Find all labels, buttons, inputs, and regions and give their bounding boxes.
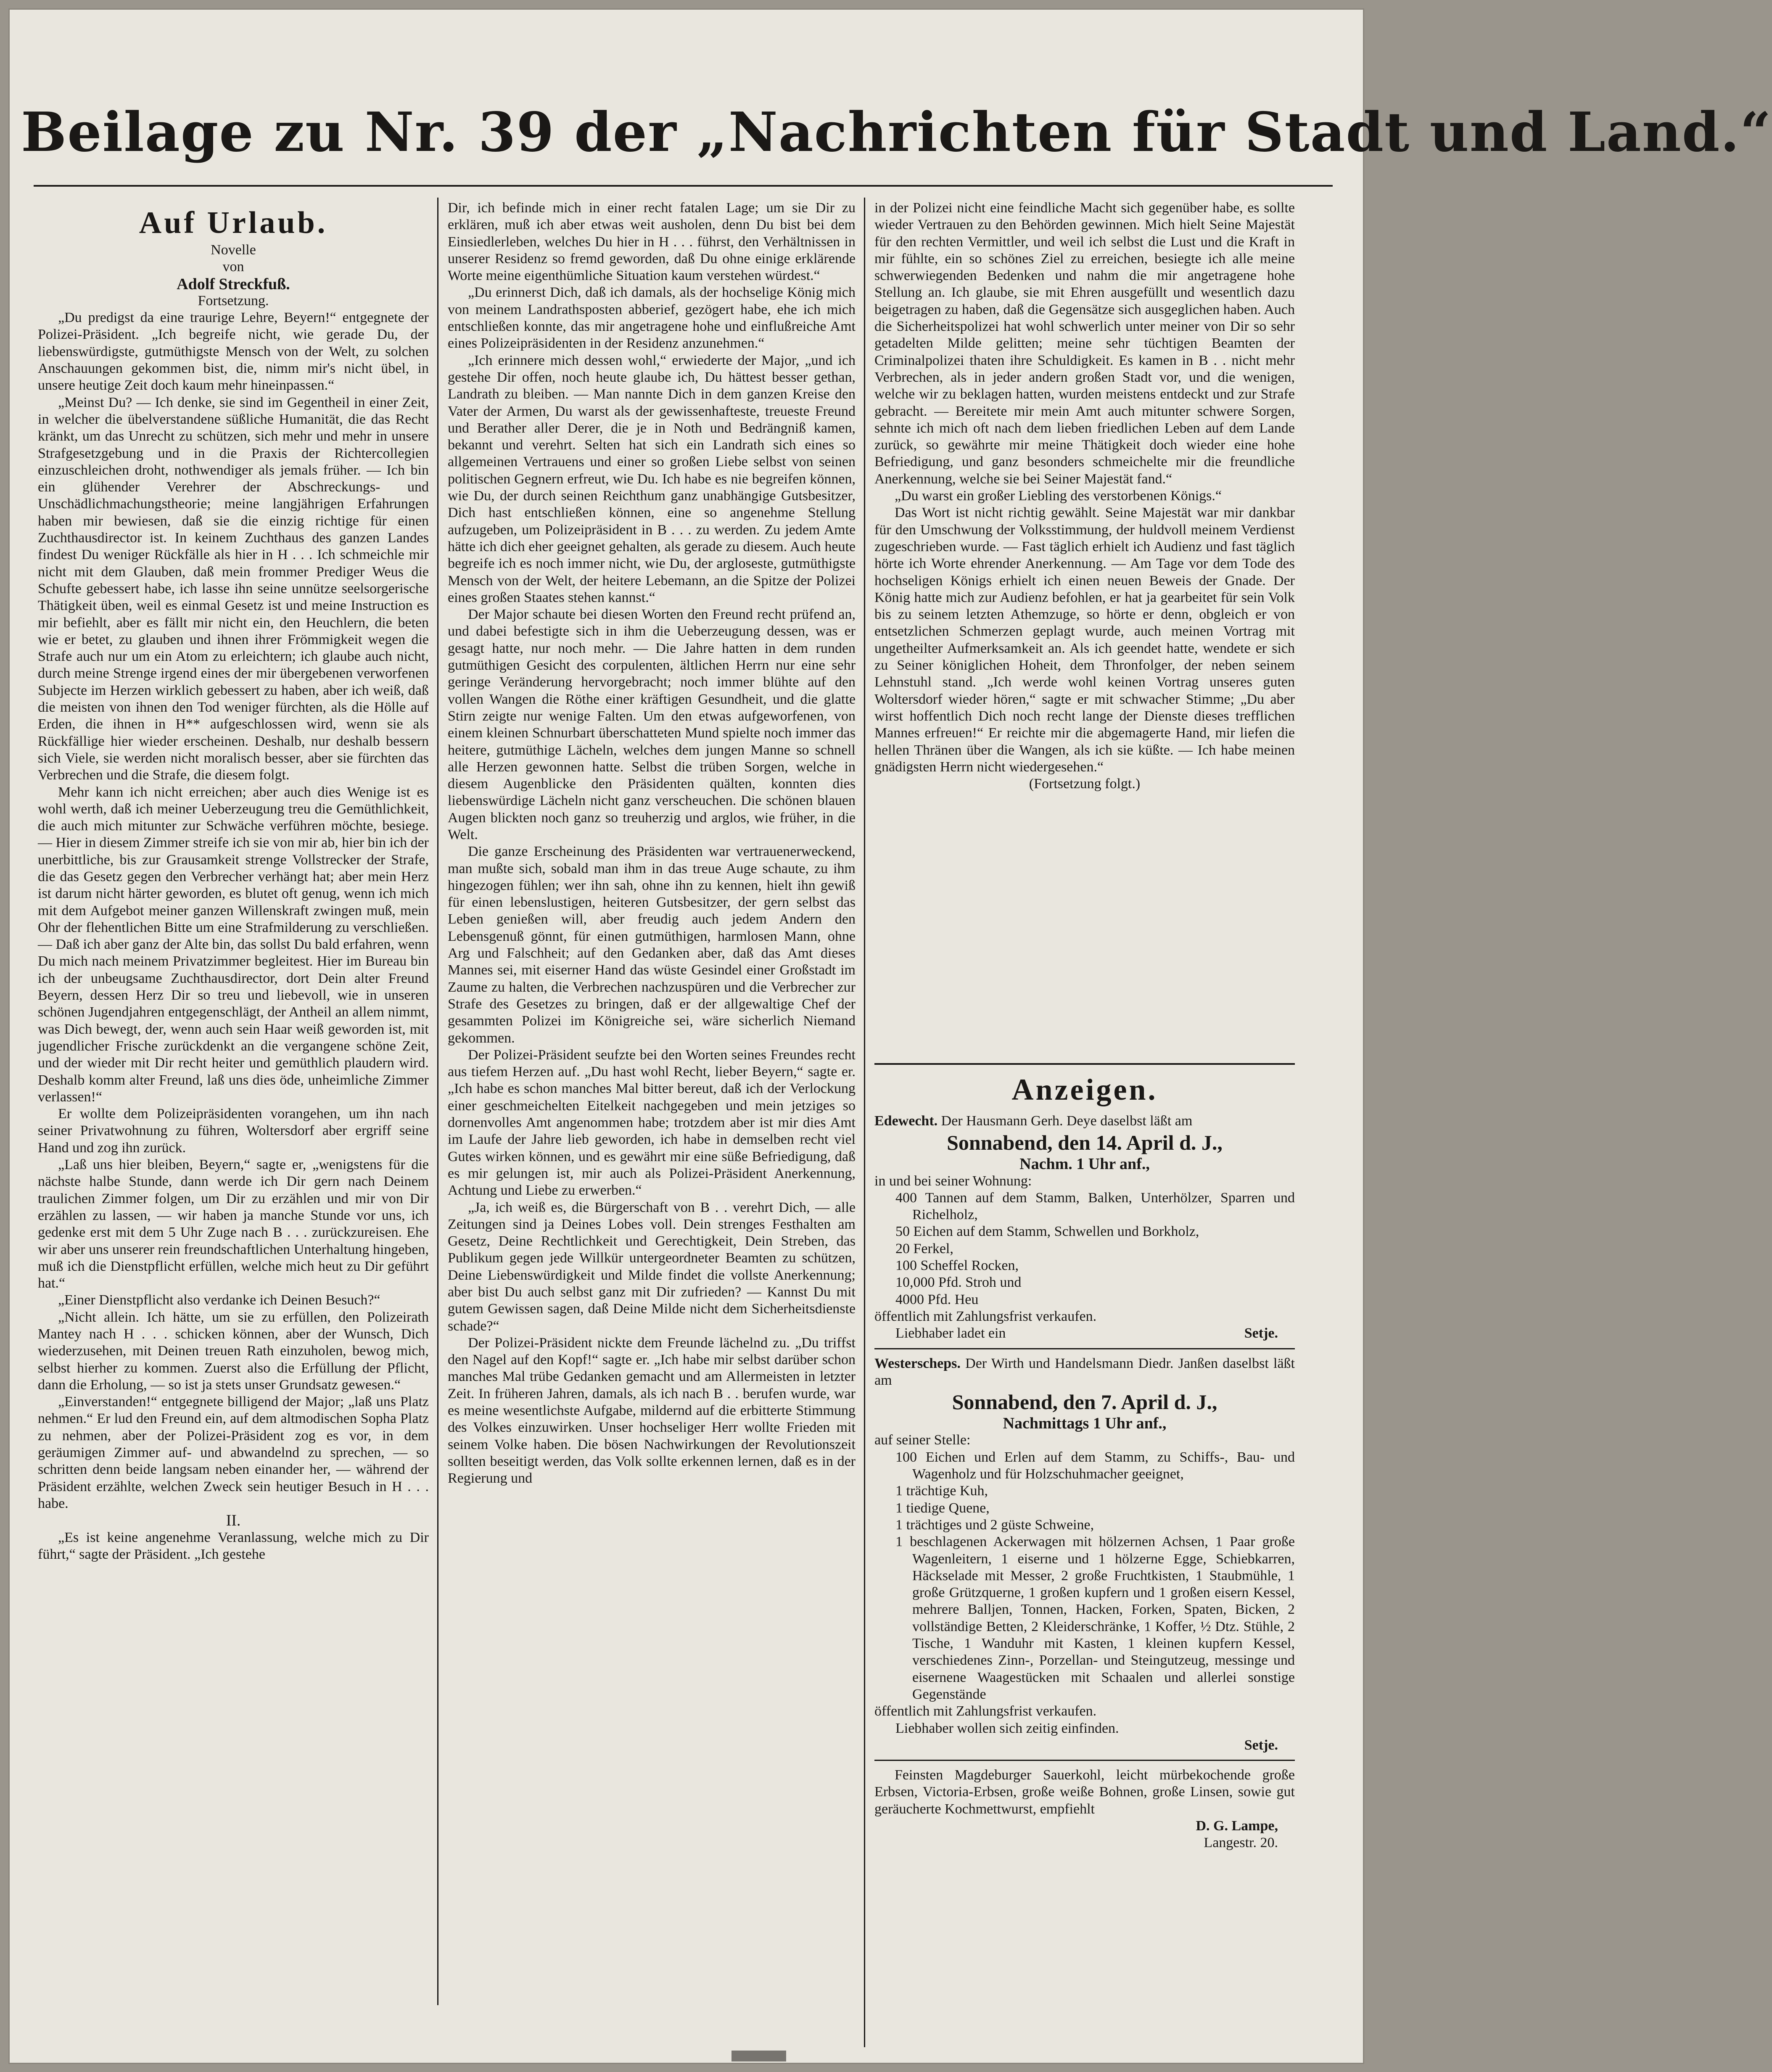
ad-item: 1 beschlagenen Ackerwagen mit hölzernen Achsen, 1 Paar große Wagenleitern, 1 eiserne und 1 hölzerne Egge, Schiebkarren, Häckselade mit Messer, 2 große Fruchtkisten, 1 Staubmühle, 1 große Grützquerne, 1 großen kupfern und 1 großen eisern Kessel, mehrere Balljen, Tonnen, Hacken, Forken, Spaten, Bicken, 2 vollständige Betten, 2 Kleiderschränke, 1 Koffer, ½ Dtz. Stühle, 2 Tische, 1 Wanduhr mit Kasten, 1 kleinen kupfern Kessel, verschiedenes Zinn-, Porzellan- und Steingutzeug, messinge und eisernene Waagestücken mit Schaalen und allerlei sonstige Gegenstände — [895, 1534, 1295, 1702]
ad-item: 400 Tannen auf dem Stamm, Balken, Unterhölzer, Sparren und Richelholz, — [895, 1190, 1295, 1223]
story-paragraph: Dir, ich befinde mich in einer recht fatalen Lage; um sie Dir zu erklären, muß ich aber etwas weit ausholen, denn Du bist bei dem Einsiedlerleben, welches Du hier in H . . . führst, den Verhältnissen in unserer Residenz so fremd geworden, daß Du ohne einige erklärende Worte meine eigenthümliche Situation kaum verstehen würdest.“ — [448, 200, 856, 284]
story-paragraph: Er wollte dem Polizeipräsidenten vorangehen, um ihn nach seiner Privatwohnung zu führen, Woltersdorf aber ergriff seine Hand und zog ihn zurück. — [38, 1106, 429, 1156]
story-paragraph: Die ganze Erscheinung des Präsidenten war vertrauenerweckend, man mußte sich, sobald man ihm in das treue Auge schaute, zu ihm hingezogen fühlen; wer ihn sah, ohne ihn zu kennen, hielt ihn gewiß für einen lebenslustigen, heiteren Gutsbesitzer, der gern selbst das Leben genießen will, aber freudig auch jedem Andern den Lebensgenuß gönnt, für einen gutmüthigen, harmlosen Mann, ohne Arg und Falschheit; auf den Gedanken aber, daß das Amt dieses Mannes sei, mit eiserner Hand das wüste Gesindel einer Großstadt im Zaume zu halten, die Verbrechen nachzuspüren und die Verbrecher zur Strafe des Gesetzes zu bringen, daß er der allgewaltige Chef der gesammten Polizei im Königreiche sei, wäre sicherlich Niemand gekommen. — [448, 844, 856, 1046]
story-paragraph: „Einer Dienstpflicht also verdanke ich Deinen Besuch?“ — [58, 1292, 380, 1308]
ad-time: Nachmittags 1 Uhr anf., — [1003, 1415, 1167, 1433]
story-continuation — [874, 200, 1295, 1057]
grocery-ad — [874, 1767, 1295, 1851]
section-number: II. — [226, 1512, 241, 1530]
ad-item: 10,000 Pfd. Stroh und — [895, 1275, 1022, 1291]
auction-ad-westerscheps — [874, 1355, 1295, 1754]
ad-text: Feinsten Magdeburger Sauerkohl, leicht mürbekochende große Erbsen, Victoria-Erbsen, große weiße Bohnen, große Linsen, sowie gut geräucherte Kochmettwurst, empfiehlt — [874, 1767, 1295, 1817]
story-paragraph: „Nicht allein. Ich hätte, um sie zu erfüllen, den Polizeirath Mantey nach H . . . schicken können, aber der Wunsch, Dich wiederzusehen, mit Deinen treuen Rath einzuholen, bewog mich, selbst hierher zu kommen. Zuerst also die Erfüllung der Pflicht, dann die Erholung, — so ist ja stets unser Grundsatz gewesen.“ — [38, 1309, 429, 1393]
column-rule-2 — [864, 198, 865, 2047]
ad-signature: Setje. — [1244, 1325, 1278, 1341]
story-title: Auf Urlaub. — [139, 206, 328, 240]
ad-item: 1 tiedige Quene, — [895, 1500, 990, 1516]
story-paragraph: „Meinst Du? — Ich denke, sie sind im Gegentheil in einer Zeit, in welcher die übelverstandene süßliche Humanität, die das Recht kränkt, um das Unrecht zu schützen, sich mehr und mehr in unsere Strafgesetzgebung und in die Praxis der Richtercollegien einzuschleichen droht, nothwendiger als jemals früher. — Ich bin ein glühender Verehrer der Abschreckungs- und Unschädlichmachungstheorie; meine langjährigen Erfahrungen haben mir bewiesen, daß sie die einzig richtige für einen Zuchthausdirector ist. In keinem Zuchthaus des ganzen Landes findest Du weniger Rückfälle als hier in H . . . Ich schmeichle mir nicht mit dem Glauben, daß mein frommer Prediger Weus die Schufte gebessert habe, ich lasse ihn seine unnütze seelsorgerische Thätigkeit üben, weil es einmal Gesetz ist und meine Instruction es mir befiehlt, aber es fällt mir nicht ein, den Heuchlern, die beten wie er betet, zu glauben und ihnen ihrer Frömmigkeit wegen die Strafe auch nur um ein Atom zu erleichtern; ich glaube auch nicht, durch meine Strenge irgend eines der mir übergebenen verworfenen Subjecte im Herzen wirklich gebessert zu haben, aber ich weiß, daß die meisten von ihnen den Tod weniger fürchten, als die Hölle auf Erden, die ihnen in H** aufgeschlossen wird, wenn sie als Rückfällige hier wieder erscheinen. Deshalb, nur deshalb bessern sich Viele, sie werden nicht moralisch besser, aber sie fürchten das Verbrechen und die Strafe, die diesem folgt. — [38, 394, 429, 783]
ad-item: 50 Eichen auf dem Stamm, Schwellen und Borkholz, — [895, 1224, 1199, 1240]
ad-closing: Liebhaber ladet ein — [895, 1325, 1006, 1341]
column-rule-1 — [437, 198, 438, 2005]
story-author: Adolf Streckfuß. — [177, 275, 290, 293]
story-by: von — [222, 259, 244, 275]
ad-intro: Der Wirth und Handelsmann Diedr. Janßen daselbst läßt am — [874, 1355, 1295, 1388]
story-paragraph: Das Wort ist nicht richtig gewählt. Seine Majestät war mir dankbar für den Umschwung der Volksstimmung, der huldvoll meinem Verdienst zugeschrieben wurde. — Fast täglich erhielt ich Audienz und fast täglich hörte ich Worte ehrender Anerkennung. — Am Tage vor dem Tode des hochseligen Königs erhielt ich einen neuen Beweis der Gnade. Der König hatte mich zur Audienz befohlen, er hat ja gearbeitet für sein Volk bis zu seinem letzten Athemzuge, so hörte er denn, obgleich er von entsetzlichen Schmerzen geplagt wurde, auch meinen Vortrag mit ungetheilter Aufmerksamkeit an. Als ich geendet hatte, wendete er sich zu Seiner königlichen Hoheit, dem Thronfolger, der neben seinem Lehnstuhl stand. „Ich werde wohl keinen Vortrag unseres guten Woltersdorf wieder hören,“ sagte er mit schwacher Stimme; „Du aber wirst hoffentlich Dich noch recht lange der Dienste dieses trefflichen Mannes erfreuen!“ Er reichte mir die abgemagerte Hand, mir liefen die hellen Thränen über die Wangen, als ich sie küßte. — Ich habe meinen gnädigsten Herrn nicht wiedergesehen.“ — [874, 505, 1295, 775]
to-be-continued: (Fortsetzung folgt.) — [1029, 776, 1141, 792]
ad-item: 1 trächtiges und 2 güste Schweine, — [895, 1517, 1094, 1533]
ad-terms: öffentlich mit Zahlungsfrist verkaufen. — [874, 1703, 1097, 1719]
ad-item: 20 Ferkel, — [895, 1241, 953, 1256]
story-paragraph: „Laß uns hier bleiben, Beyern,“ sagte er, „wenigstens für die nächste halbe Stunde, dann werde ich Dir gern nach Deinem traulichen Zimmer folgen, um Dir zu erzählen und mir von Dir erzählen zu lassen, — wir haben ja manche Stunde vor uns, ich gedenke erst mit dem 5 Uhr Zuge nach B . . . zurückzureisen. Ehe wir aber uns unserer rein freundschaftlichen Unterhaltung hingeben, muß ich die Dienstpflicht erfüllen, welche mich heut zu Dir geführt hat.“ — [38, 1157, 429, 1291]
ad-item: 4000 Pfd. Heu — [895, 1291, 979, 1307]
column-1 — [38, 200, 429, 1965]
story-paragraph: „Einverstanden!“ entgegnete billigend der Major; „laß uns Platz nehmen.“ Er lud den Freund ein, auf dem altmodischen Sopha Platz zu nehmen, aber der Polizei-Präsident zog es vor, in dem geräumigen Zimmer auf- und abwandelnd zu sprechen, — so schritten denn beide langsam neben einander her, — während der Präsident erzählte, welchen Zweck sein heutiger Besuch in H . . . habe. — [38, 1394, 429, 1511]
ad-divider — [874, 1760, 1295, 1761]
story-paragraph: in der Polizei nicht eine feindliche Macht sich gegenüber habe, es sollte wieder Vertrauen zu den Behörden gewinnen. Mich hielt Seine Majestät für den rechten Vermittler, und weil ich selbst die Lust und die Kraft in mir fühlte, ein so schönes Ziel zu erreichen, besiegte ich alle meine schwerwiegenden Bedenken und nahm die mir angetragene hohe Stellung an. Ich glaube, sie mit Ehren ausgefüllt und wesentlich dazu beigetragen zu haben, daß die Gegensätze sich ausgeglichen haben. Auch die Sicherheitspolizei hat wohl schwerlich unter meiner von Dir so sehr getadelten Milde gelitten; meine sehr tüchtigen Beamten der Criminalpolizei thaten ihre Schuldigkeit. Es kamen in B . . nicht mehr Verbrechen, als in jeder andern großen Stadt vor, und die wenigen, welche wir zu beklagen hatten, wurden meistens entdeckt und zur Strafe gebracht. — Bereitete mir mein Amt auch mitunter schwere Sorgen, sehnte ich mich oft nach dem lieben friedlichen Leben auf dem Lande zurück, so gewährte mir meine Thätigkeit doch wieder eine hohe Befriedigung, und ganz besonders schmeichelte mir die freundliche Anerkennung, welche sie bei Seiner Majestät fand.“ — [874, 200, 1295, 487]
ad-lead: auf seiner Stelle: — [874, 1432, 971, 1448]
masthead-title: Beilage zu Nr. 39 der „Nachrichten für Stadt und Land.“ — [21, 101, 1772, 164]
ads-heading: Anzeigen. — [1011, 1073, 1158, 1106]
story-paragraph: Der Polizei-Präsident seufzte bei den Worten seines Freundes recht aus tiefem Herzen auf. „Du hast wohl Recht, lieber Beyern,“ sagte er. „Ich habe es schon manches Mal bitter bereut, daß ich der Verlockung einer geschmeichelten Eitelkeit nachgegeben und mein jetziges so dornenvolles Amt angenommen habe; trotzdem aber ist mir dies Amt im Laufe der Jahre lieb geworden, ich habe in demselben recht viel Gutes wirken können, und es gewährt mir eine süße Befriedigung, daß es mir gelungen ist, mir auch als Polizei-Präsident Anerkennung, Achtung und Liebe zu erwerben.“ — [448, 1047, 856, 1198]
story-paragraph: Der Major schaute bei diesen Worten den Freund recht prüfend an, und dabei befestigte sich in ihm die Ueberzeugung dessen, was er gesagt hatte, nur noch mehr. — Die Jahre hatten in dem runden gutmüthigen Gesicht des corpulenten, ältlichen Herrn nur eine sehr geringe Veränderung hervorgebracht; noch immer blühte auf den vollen Wangen die Röthe einer kräftigen Gesundheit, und die glatte Stirn zeigte nur wenige Falten. Um den etwas aufgeworfenen, von einem kleinen Schnurbart überschatteten Mund spielte noch immer das heitere, gutmüthige Lächeln, welches dem jungen Manne so schnell alle Herzen gewonnen hatte. Selbst die trüben Sorgen, welche in diesem Augenblicke den Präsidenten quälten, konnten dies liebenswürdige Lächeln nicht ganz verscheuchen. Die schönen blauen Augen blickten noch ganz so treuherzig und arglos, wie früher, in die Welt. — [448, 607, 856, 842]
story-paragraph: „Du warst ein großer Liebling des verstorbenen Königs.“ — [895, 488, 1222, 504]
ad-date: Sonnabend, den 7. April d. J., — [952, 1390, 1217, 1414]
ad-date: Sonnabend, den 14. April d. J., — [947, 1131, 1223, 1155]
ad-place: Westerscheps. — [874, 1355, 961, 1371]
page-footer-mark — [732, 2051, 786, 2061]
ad-signature: D. G. Lampe, — [1196, 1818, 1278, 1834]
story-continuation-note: Fortsetzung. — [198, 293, 269, 309]
story-paragraph: „Es ist keine angenehme Veranlassung, welche mich zu Dir führt,“ sagte der Präsident. „Ich gestehe — [38, 1529, 429, 1562]
ad-address: Langestr. 20. — [1204, 1835, 1278, 1851]
masthead-rule — [34, 185, 1333, 187]
story-paragraph: „Ich erinnere mich dessen wohl,“ erwiederte der Major, „und ich gestehe Dir offen, noch heute glaube ich, Du hättest besser gethan, Landrath zu bleiben. — Man nannte Dich in dem ganzen Kreise den Vater der Armen, Du warst als der gewissenhafteste, treueste Freund und Berather aller Derer, die je in Noth und Bedrängniß kamen, bekannt und verehrt. Selten hat sich ein Landrath sich eines so allgemeinen Vertrauens und einer so großen Liebe selbst von seinen politischen Gegnern erfreut, wie Du. Ich habe es nie begreifen können, wie Du, der durch seinen Reichthum ganz unabhängige Gutsbesitzer, Dich hast entschließen können, eine so angenehme Stellung aufzugeben, um Polizeipräsident in B . . . zu werden. Zu jedem Amte hätte ich dich eher geeignet gehalten, als gerade zu diesem. Auch heute begreife ich es noch immer nicht, wie Du, der argloseste, gutmüthigste Mensch von der Welt, der heitere Lebemann, an die Spitze der Polizei eines großen Staates stehen kannst.“ — [448, 352, 856, 605]
ad-signature: Setje. — [1244, 1737, 1278, 1753]
ad-item: 100 Eichen und Erlen auf dem Stamm, zu Schiffs-, Bau- und Wagenholz und für Holzschuhmacher geeignet, — [895, 1449, 1295, 1482]
ad-lead: in und bei seiner Wohnung: — [874, 1173, 1032, 1189]
newspaper-page — [8, 8, 1772, 2064]
auction-ad-edewecht — [874, 1113, 1295, 1342]
ad-item: 1 trächtige Kuh, — [895, 1483, 988, 1499]
ads-divider — [874, 1063, 1295, 1065]
column-2 — [448, 200, 856, 2016]
ad-terms: öffentlich mit Zahlungsfrist verkaufen. — [874, 1308, 1097, 1324]
ad-divider — [874, 1348, 1295, 1349]
ad-item: 100 Scheffel Rocken, — [895, 1258, 1019, 1274]
column-3 — [874, 200, 1295, 1852]
story-paragraph: „Du erinnerst Dich, daß ich damals, als der hochselige König mich von meinem Landrathsposten abberief, gezögert habe, ehe ich mich entschließen konnte, das mir angetragene hohe und einflußreiche Amt eines Polizeipräsidenten in der Residenz anzunehmen.“ — [448, 285, 856, 351]
story-paragraph: „Du predigst da eine traurige Lehre, Beyern!“ entgegnete der Polizei-Präsident. „Ich begreife nicht, wie gerade Du, der liebenswürdigste, gutmüthigste Mensch von der Welt, zu solchen Anschauungen gekommen bist, die, nimm mir's nicht übel, in unsere heutige Zeit doch kaum mehr hineinpassen.“ — [38, 310, 429, 393]
story-paragraph: „Ja, ich weiß es, die Bürgerschaft von B . . verehrt Dich, — alle Zeitungen sind ja Deines Lobes voll. Dein strenges Festhalten am Gesetz, Deine Rechtlichkeit und Gerechtigkeit, Dein Streben, das Publikum gegen jede Willkür untergeordneter Beamten zu schützen, Deine Liebenswürdigkeit und Milde findet die vollste Anerkennung; aber bist Du auch selbst ganz mit Dir zufrieden? — Kannst Du mit gutem Gewissen sagen, daß Deine Milde nicht dem Sicherheitsdienste schade?“ — [448, 1199, 856, 1334]
ad-place: Edewecht. — [874, 1113, 938, 1129]
story-genre: Novelle — [211, 242, 256, 258]
story-paragraph: Der Polizei-Präsident nickte dem Freunde lächelnd zu. „Du triffst den Nagel auf den Kopf!“ sagte er. „Ich habe mir selbst darüber schon manches Mal trübe Gedanken gemacht und am Allermeisten in letzter Zeit. In früheren Jahren, damals, als ich nach B . . berufen wurde, war es meine wesentlichste Aufgabe, mildernd auf die erbitterte Stimmung des Volkes einzuwirken. Unser hochseliger Herr wollte Frieden mit seinem Volke haben. Die bösen Nachwirkungen der Revolutionszeit sollten beseitigt werden, das Volk sollte erkennen lernen, daß es in der Regierung und — [448, 1335, 856, 1486]
ad-intro: Der Hausmann Gerh. Deye daselbst läßt am — [941, 1113, 1193, 1129]
ad-closing: Liebhaber wollen sich zeitig einfinden. — [895, 1720, 1119, 1736]
ad-time: Nachm. 1 Uhr anf., — [1019, 1155, 1150, 1173]
story-paragraph: Mehr kann ich nicht erreichen; aber auch dies Wenige ist es wohl werth, daß ich meiner Ueberzeugung treu die Gemüthlichkeit, die auch mich mitunter zur Schwäche verführen möchte, besiege. — Hier in diesem Zimmer streife ich sie von mir ab, hier bin ich der unerbittliche, bis zur Grausamkeit strenge Vollstrecker der Strafe, die das Gesetz gegen den Verbrecher verhängt hat; aber mein Herz ist darum nicht härter geworden, es blutet oft genug, wenn ich mich mit dem Aufgebot meiner ganzen Willenskraft zwingen muß, mein Ohr der flehentlichen Bitte um eine Strafmilderung zu verschließen. — Daß ich aber ganz der Alte bin, das sollst Du bald erfahren, wenn Du mich nach meinem Privatzimmer begleitest. Hier im Bureau bin ich der unbeugsame Zuchthausdirector, dort Dein alter Freund Beyern, dessen Herz Dir so treu und liebevoll, wie in unseren schönen Jugendjahren entgegenschlägt, der Antheil an allem nimmt, was Dich bewegt, der, wenn auch sein Haar weiß geworden ist, mit jugendlicher Frische zurückdenkt an die vergangene schöne Zeit, und der wieder mit Dir recht heiter und gemüthlich plaudern wird. Deshalb komm alter Freund, laß uns dies öde, unheimliche Zimmer verlassen!“ — [38, 784, 429, 1105]
